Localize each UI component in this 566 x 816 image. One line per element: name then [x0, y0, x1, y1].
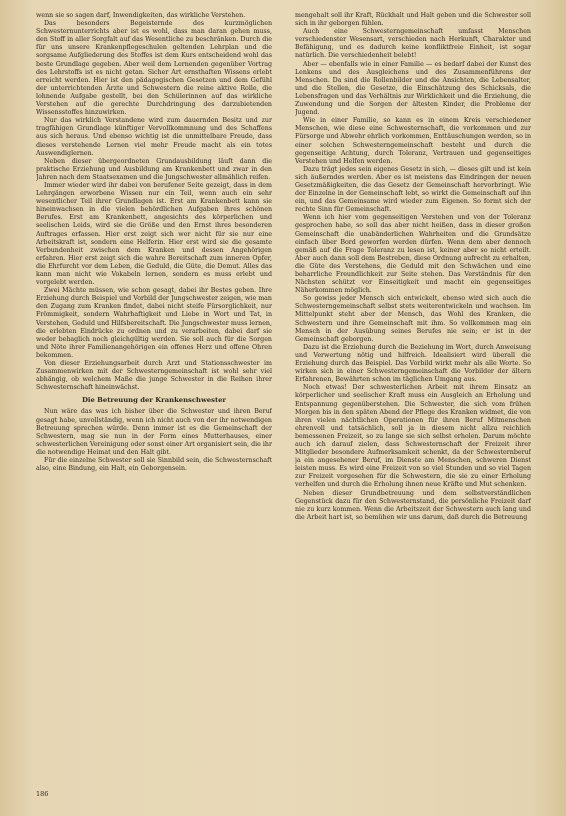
paragraph: So gewiss jeder Mensch sich entwickelt, ebenso wird sich auch die Schwesterngemeinschaft selbst stets weiterentwickeln und wachsen. Im Mittelpunkt steht aber der Mensch, das Wohl des Kranken, die Schwestern und ihre Gemeinschaft mit ihm. So vollkommen mag ein Mensch in der Ausübung seines Berufes nie sein; er ist in der Gemeinschaft geborgen.: [295, 295, 531, 343]
paragraph: Auch eine Schwesterngemeinschaft umfasst Menschen verschiedenster Wesensart, verschieden nach Herkunft, Charakter und Befähigung, und es dadurch keine konfliktfreie Einheit, ist sogar natürlich. Die verschiedenheit belebt!: [295, 28, 531, 60]
paragraph: Aber — ebenfalls wie in einer Familie — es bedarf dabei der Kunst des Lenkens und des Ausgleichens und des Zusammenführens der Menschen. Da sind die Rollenbilder und die Ansichten, die Lebensalter, und die Stellen, die Gesetze, die Einschätzung des Schicksals, die Lebensfragen und das Verhältnis zur Wirklichkeit und die Erziehung, die Zuwendung und die Sorgen der ältesten Kinder, die Probleme der Jugend.: [295, 60, 531, 117]
paragraph: Dazu ist die Erziehung durch die Beziehung im Wort, durch Anweisung und Verwertung nötig und hilfreich. Idealisiert wird überall die Erziehung durch das Beispiel. Das Vorbild wirkt mehr als alle Worte. So wirken sich in einer Schwesterngemeinschaft die Vorbilder der ältern Erfahrenen, Bewährten schon im täglichen Umgang aus.: [295, 343, 531, 384]
paragraph: Dazu trägt jedes sein eigenes Gesetz in sich, — dieses gilt und ist kein sich äußerndes werden. Aber es ist meistens das Eindringen der neuen Gesetzmäßigkeiten, die das Gesetz der Gemeinschaft hervorbringt. Wie der Einzelne in der Gemeinschaft lebt, so wirkt die Gemeinschaft auf ihn ein, und das Gemeinsame wird wieder zum Eigenen. So formt sich der rechte Sinn für Gemeinschaft.: [295, 165, 531, 214]
paragraph: Noch etwas! Der schwesterlichen Arbeit mit ihrem Einsatz an körperlicher und seelischer Kraft muss ein Ausgleich an Erholung und Entspannung gegenüberstehen. Die Schwester, die sich vom frühen Morgen bis in den späten Abend der Pflege des Kranken widmet, die von ihren vielen nächtlichen Operationen für ihren Beruf Mitmenschen ehrenvoll und tatsächlich, soll ja in diesem nicht allzu reichlich bemessenen Freizeit, so zu lange sie sich selbst erholen. Darum möchte auch ich darauf zielen, dass Schwesternschaft der Freizeit ihrer Mitglieder besondere Aufmerksamkeit schenkt, da der Schwesternberuf ja ein angesehener Beruf, im Dienste am Menschen, schweren Dienst leisten muss. Es wird eine Freizeit von so viel Stunden und so viel Tagen zur Freizeit vorgesehen für die Schwestern, die sie zu einer Erholung verhelfen und durch die Erholung ihnen neue Kräfte und Mut schenken.: [295, 384, 531, 489]
paragraph: Neben dieser übergeordneten Grundausbildung läuft dann die praktische Erziehung und Ausbildung am Krankenbett und zwar in den Jahren nach dem Staatsexamen und die Jungschwester allmählich reifen.: [36, 157, 272, 181]
paragraph: Das besonders Begeisternde des kurzmöglichen Schwesternunterrichts aber ist es wohl, dass man daran gehen muss, den Stoff in aller Sorgfalt auf das Wesentliche zu beschränken. Durch die für uns unsere Krankenpflegeschulen geltenden Lehrplan und die sorgsame Aufgliederung des Stoffes ist dem Kurs entscheidend wohl das beste Grundlage gegeben. Aber weil dem Lernenden gegenüber Vortrag des Lehrstoffs ist es nicht getan. Sicher Art ernsthaften Wissens erlebt erreicht werden. Hier ist den pädagogischen Gesetzen und dem Gefühl der unterrichtenden Ärzte und Schwestern die reine aktive Rolle, die lohnende Aufgabe gestellt, bei den Schülerinnen auf das wirkliche Verstehen auf die gerechte Durchdringung des darzubietenden Wissensstoffes hinzuwirken.: [36, 20, 272, 117]
left-column: [36, 12, 272, 782]
page-number: 186: [36, 790, 49, 798]
paragraph: Wie in einer Familie, so kann es in einem Kreis verschiedener Menschen, wie diese eine Schwesternschaft, die vorkommen und zur Fürsorge und Abwehr ehrlich vorkommen, Enttäuschungen werden, so in einer solchen Schwesterngemeinschaft besteht und durch die gegenseitige Achtung, durch Toleranz, Vertrauen und gegenseitiges Verstehen und Helfen werden.: [295, 117, 531, 165]
paragraph: Neben dieser Grundbetreuung und dem selbstverständlichen Gegenstück dazu für den Schwesternstand, die persönliche Freizeit darf nie zu kurz kommen. Wenn die Arbeitszeit der Schwestern auch lang und die Arbeit hart ist, so bemühen wir uns darum, daß durch die Betreuung: [295, 489, 531, 521]
paragraph: wenn sie so sagen darf, Inwendigkeiten, das wirkliche Verstehen.: [36, 12, 246, 19]
paragraph: Immer wieder wird ihr dabei von berufener Seite gezeigt, dass in dem Lehrgängen erworbene Wissen nur ein Teil, wenn auch ein sehr wesentlicher Teil ihrer Grundlagen ist. Erst am Krankenbett kann sie hineinwachsen in die vielen behördlichen Aufgaben ihres schönen Berufes. Erst am Krankenbett, angesichts des körperlichen und seelischen Leids, wird sie die Größe und den Ernst ihres besonderen Auftrages erfassen. Hier erst zeigt sich wer nicht für sie nur eine Arbeitskraft ist, sondern eine Helferin. Hier erst wird sie die gesamte Verbundenheit zwischen dem Kranken und dessen Angehörigen erfahren. Hier erst zeigt sich die wahre Bereitschaft zum inneren Opfer, die Ehrfurcht vor dem Leben, die Geduld, die Güte, die Demut. Alles das kann man nicht wie Vokabeln lernen, sondern es muss erlebt und vorgelebt werden.: [36, 181, 272, 287]
paragraph: Nur das wirklich Verstandene wird zum dauernden Besitz und zur tragfähigen Grundlage künftiger Vervollkommnung und des Schaffens aus sich heraus. Und ebenso wichtig ist die unmittelbare Freude, dass dieses verstehende Lernen viel mehr Freude macht als ein totes Auswendiglernen.: [36, 117, 272, 157]
paragraph: Nun wäre das was ich bisher über die Schwester und ihren Beruf gesagt habe, unvollständig, wenn ich nicht auch von der ihr notwendigen Betreuung sprechen würde. Denn immer ist es die Gemeinschaft der Schwestern, mag sie nun in der Form eines Mutterhauses, einer schwesterlichen Vereinigung oder sonst einer Art organisiert sein, die ihr die notwendige Heimat und den Halt gibt.: [36, 408, 272, 456]
section-heading: Die Betreuung der Krankenschwester: [81, 396, 226, 405]
paragraph: mengehalt soll ihr Kraft, Rückhalt und Halt geben und die Schwester soll sich in ihr geborgen fühlen.: [295, 12, 531, 28]
right-column: [295, 12, 531, 808]
paragraph: Wenn ich hier vom gegenseitigen Verstehen und von der Toleranz gesprochen habe, so soll das aber nicht heißen, dass in dieser großen Gemeinschaft die unabänderlichen Wahrheiten und die Grundsätze einfach über Bord geworfen werden dürfen. Wenn dem aber dennoch gemäß auf die Frage Toleranz zu lesen ist, keiner aber so nicht erteilt. Aber auch dann soll dem Bestreben, diese Ordnung aufrecht zu erhalten, die Güte des Verstehens, die Geduld mit den Schwächen und eine beharrliche Freundlichkeit zur Seite stehen. Das Verständnis für den Nächsten schützt vor Einseitigkeit und macht ein gegenseitiges Näherkommen möglich.: [295, 214, 531, 295]
paragraph: Von dieser Erziehungsarbeit durch Arzt und Stationsschwester im Zusammenwirken mit der Schwesterngemeinschaft ist wohl sehr viel abhängig, ob welchem Maße die junge Schwester in die Reihen ihrer Schwesternschaft hineinwächst.: [36, 360, 272, 392]
paragraph: Für die einzelne Schwester soll sie Sinnbild sein, die Schwesternschaft also, eine Bindung, ein Halt, ein Geborgensein.: [36, 456, 272, 473]
paragraph: Zwei Mächte müssen, wie schon gesagt, dabei ihr Bestes geben. Ihre Erziehung durch Beispiel und Vorbild der Jungschwester zeigen, wie man den Zugang zum Kranken findet, dabei nicht steife Fürsorglichkeit, nur Frömmigkeit, sondern Wahrhaftigkeit und Liebe in Wort und Tat, in Verstehen, Geduld und Hilfsbereitschaft. Die Jungschwester muss lernen, die erlebten Eindrücke zu ordnen und zu verarbeiten, dabei darf sie weder behaglich noch gleichgültig werden. Sie soll auch für die Sorgen und Nöte ihrer Familienangehörigen ein offenes Herz und offene Ohren bekommen.: [36, 287, 272, 359]
